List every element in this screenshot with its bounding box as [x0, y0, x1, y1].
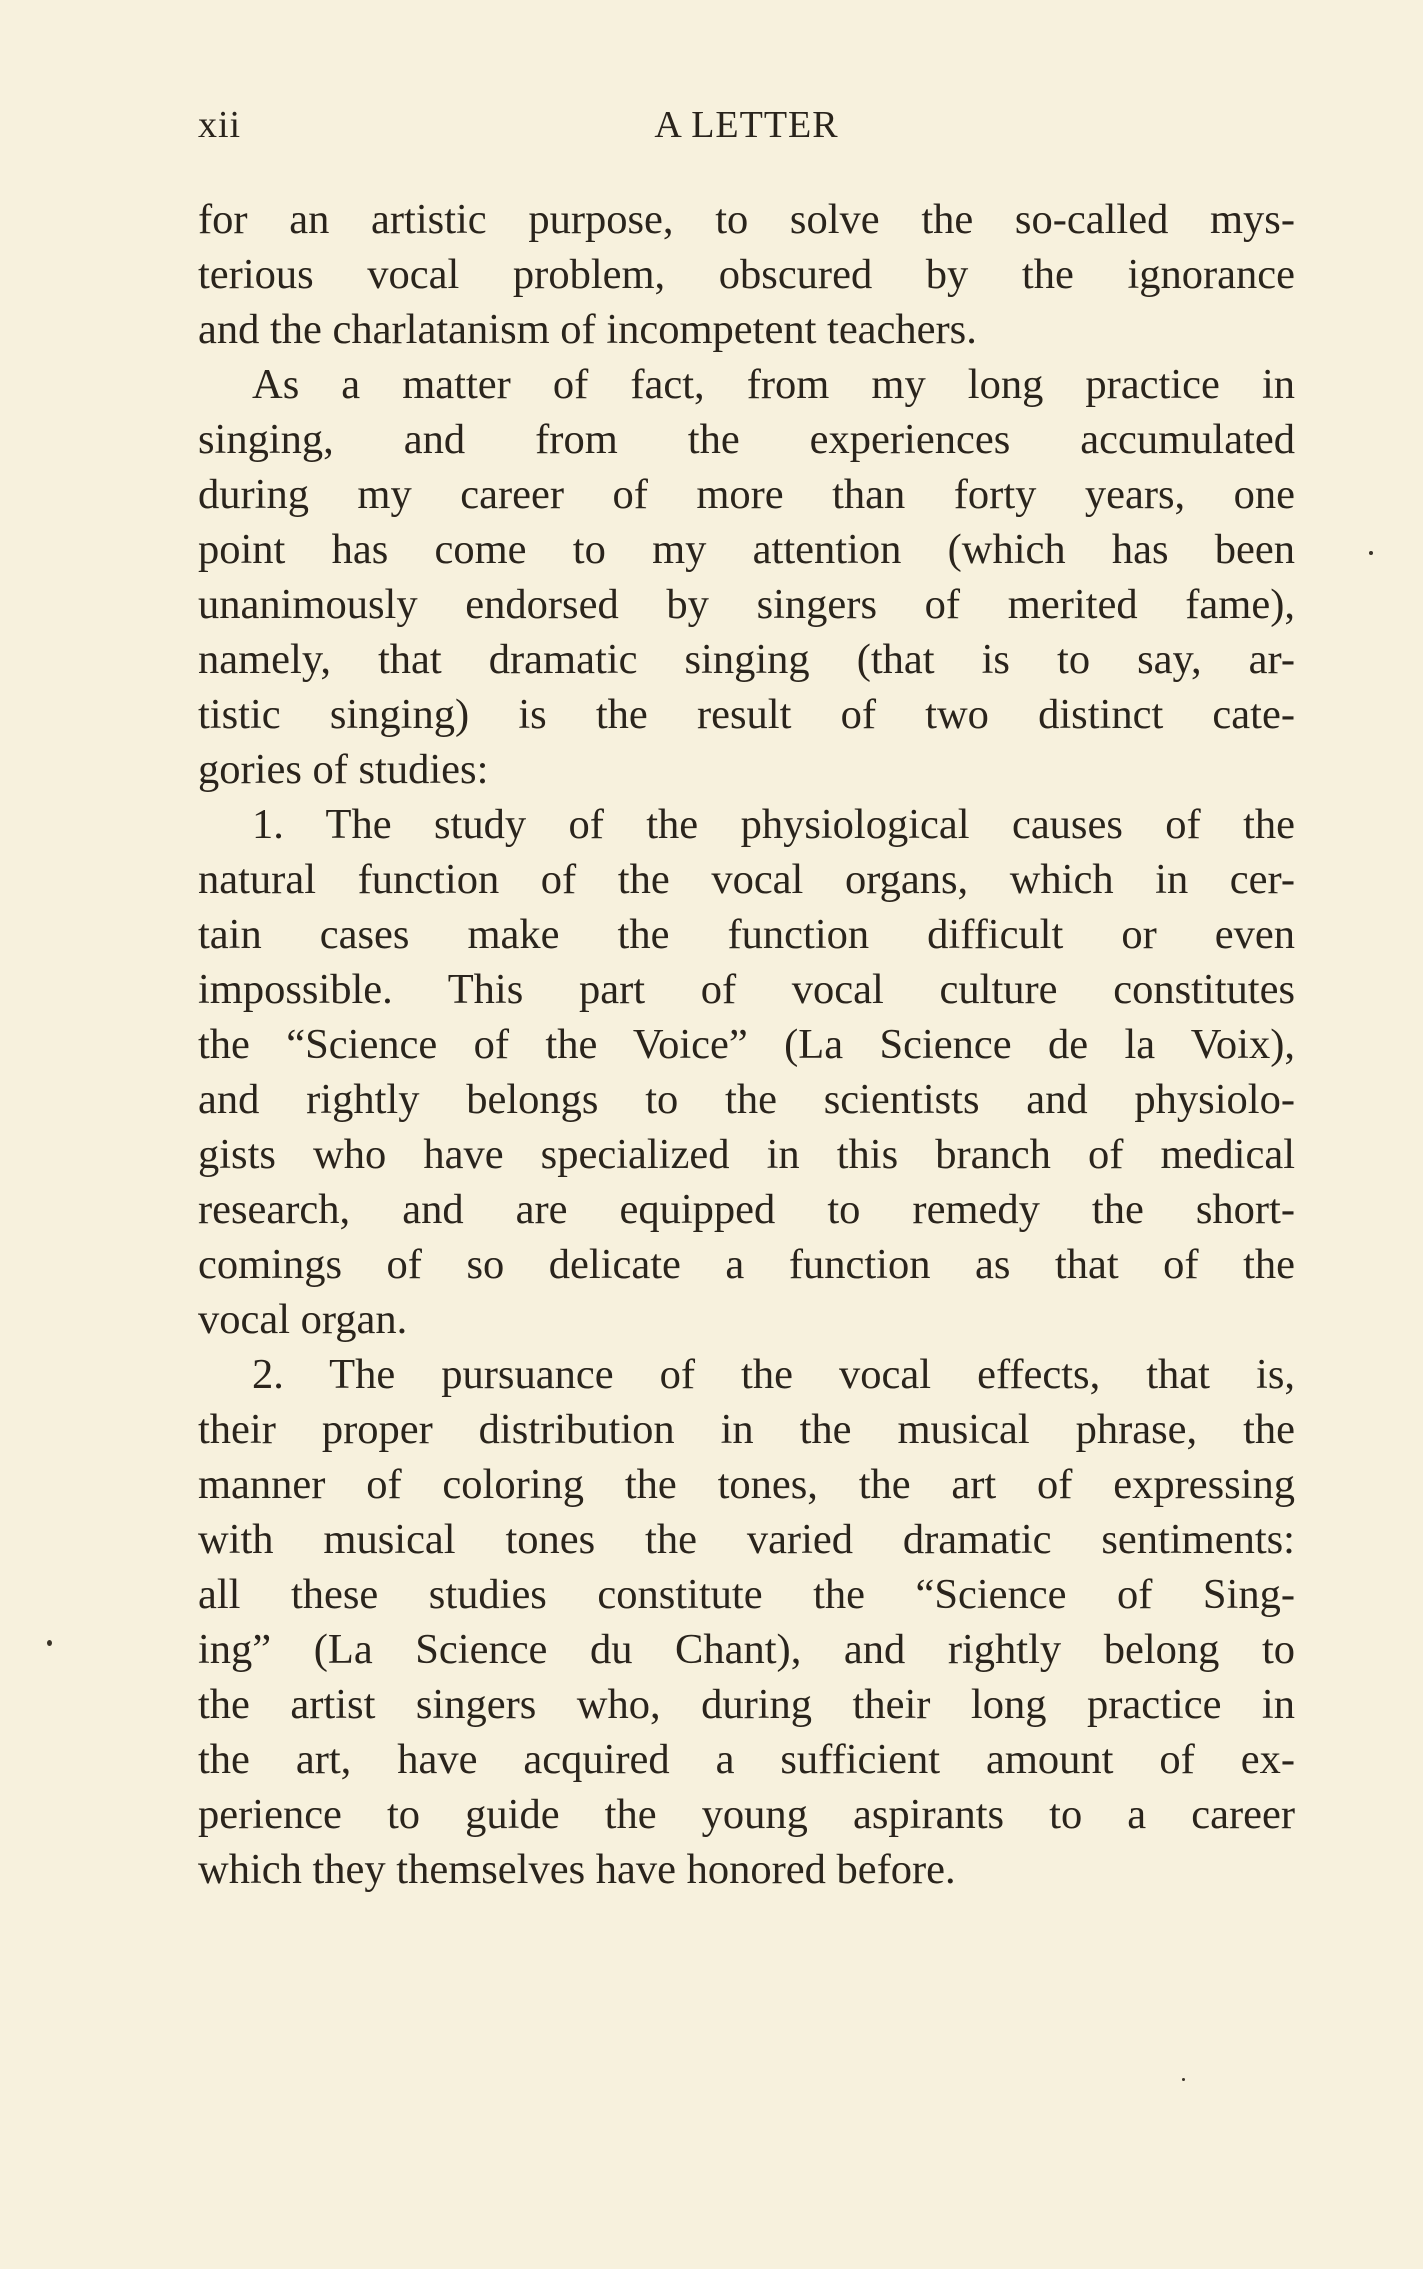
- text-line: the “Science of the Voice” (La Science de la Voix),: [198, 1021, 1295, 1068]
- paragraph: [198, 1347, 1295, 1897]
- text-line: vocal organ.: [198, 1296, 408, 1343]
- text-line: and the charlatanism of incompetent teachers.: [198, 306, 977, 353]
- text-line: 2. The pursuance of the vocal effects, that is,: [252, 1351, 1295, 1398]
- text-line: terious vocal problem, obscured by the ignorance: [198, 251, 1295, 298]
- text-line: the art, have acquired a sufficient amount of ex-: [198, 1736, 1295, 1783]
- running-title: A LETTER: [654, 104, 839, 146]
- text-line: with musical tones the varied dramatic sentiments:: [198, 1516, 1295, 1563]
- text-line: manner of coloring the tones, the art of expressing: [198, 1461, 1295, 1508]
- body-text: [198, 192, 1295, 1897]
- text-line: all these studies constitute the “Science of Sing-: [198, 1571, 1295, 1618]
- text-line: tistic singing) is the result of two distinct cate-: [198, 691, 1295, 738]
- text-line: for an artistic purpose, to solve the so-called mys-: [198, 196, 1295, 243]
- text-line: perience to guide the young aspirants to a career: [198, 1791, 1295, 1838]
- text-line: natural function of the vocal organs, which in cer-: [198, 856, 1295, 903]
- text-line: ing” (La Science du Chant), and rightly belong to: [198, 1626, 1295, 1673]
- text-line: their proper distribution in the musical phrase, the: [198, 1406, 1295, 1453]
- text-line: during my career of more than forty years, one: [198, 471, 1295, 518]
- text-line: unanimously endorsed by singers of merited fame),: [198, 581, 1295, 628]
- page-number: xii: [198, 104, 242, 146]
- text-line: which they themselves have honored before.: [198, 1846, 956, 1893]
- text-line: 1. The study of the physiological causes of the: [252, 801, 1295, 848]
- text-line: namely, that dramatic singing (that is to say, ar-: [198, 636, 1295, 683]
- text-line: As a matter of fact, from my long practice in: [252, 361, 1295, 408]
- text-line: point has come to my attention (which has been: [198, 526, 1295, 573]
- paragraph: [198, 192, 1295, 357]
- print-speck: [1182, 2078, 1185, 2081]
- text-line: gists who have specialized in this branch of medical: [198, 1131, 1295, 1178]
- text-line: and rightly belongs to the scientists and physiolo-: [198, 1076, 1295, 1123]
- paragraph: [198, 797, 1295, 1347]
- paragraph: [198, 357, 1295, 797]
- text-line: tain cases make the function difficult or even: [198, 911, 1295, 958]
- text-line: the artist singers who, during their long practice in: [198, 1681, 1295, 1728]
- text-line: singing, and from the experiences accumulated: [198, 416, 1295, 463]
- text-line: impossible. This part of vocal culture constitutes: [198, 966, 1295, 1013]
- print-speck: [47, 1640, 52, 1646]
- text-line: gories of studies:: [198, 746, 489, 793]
- text-line: comings of so delicate a function as that of the: [198, 1241, 1295, 1288]
- running-head: [198, 100, 1295, 150]
- text-line: research, and are equipped to remedy the short-: [198, 1186, 1295, 1233]
- print-speck: [1369, 551, 1373, 555]
